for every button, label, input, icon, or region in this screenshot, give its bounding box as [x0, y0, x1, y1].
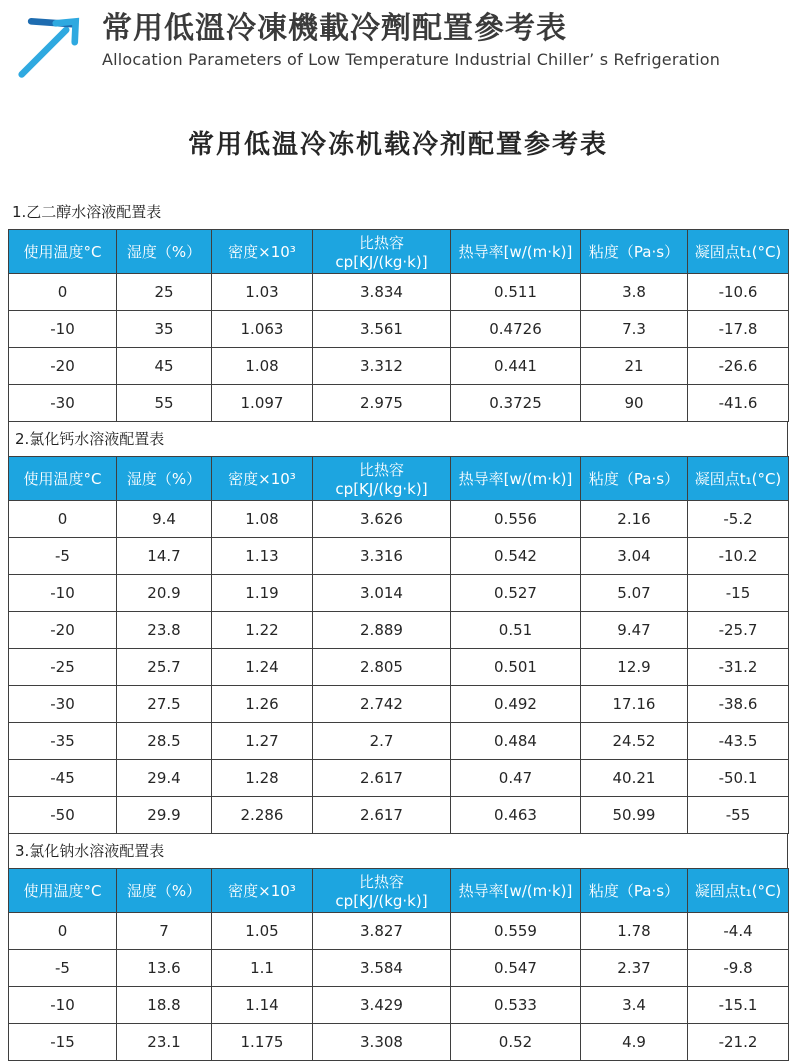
- table-cell: 3.312: [313, 348, 451, 385]
- table-cell: 3.834: [313, 274, 451, 311]
- section-label-calcium-chloride: 2.氯化钙水溶液配置表: [8, 422, 788, 456]
- table-cell: 1.28: [212, 760, 313, 797]
- table-cell: 23.8: [117, 612, 212, 649]
- table-cell: 1.175: [212, 1024, 313, 1061]
- table-header-row: [9, 869, 789, 913]
- table-row: [9, 649, 789, 686]
- table-cell: 0.463: [451, 797, 581, 834]
- column-header: 热导率[w/(m·k)]: [451, 457, 581, 501]
- table-row: [9, 612, 789, 649]
- table-cell: -20: [9, 348, 117, 385]
- table-row: [9, 797, 789, 834]
- table-cell: 3.316: [313, 538, 451, 575]
- column-header: 使用温度°C: [9, 230, 117, 274]
- table-cell: 0.527: [451, 575, 581, 612]
- table-cell: 25.7: [117, 649, 212, 686]
- table-row: [9, 723, 789, 760]
- table-cell: -10.6: [688, 274, 789, 311]
- column-header: 湿度（%）: [117, 230, 212, 274]
- table-cell: 0.492: [451, 686, 581, 723]
- column-header: 使用温度°C: [9, 457, 117, 501]
- table-cell: 1.1: [212, 950, 313, 987]
- table-cell: -4.4: [688, 913, 789, 950]
- table-cell: 1.03: [212, 274, 313, 311]
- table-row: [9, 913, 789, 950]
- page-title: 常用低温冷冻机载冷剂配置参考表: [187, 130, 608, 160]
- table-row: [9, 348, 789, 385]
- table-cell: 50.99: [581, 797, 688, 834]
- table-cell: 0.484: [451, 723, 581, 760]
- table-cell: 1.063: [212, 311, 313, 348]
- table-cell: 0: [9, 913, 117, 950]
- table-cell: -38.6: [688, 686, 789, 723]
- table-cell: 14.7: [117, 538, 212, 575]
- table-cell: -5: [9, 950, 117, 987]
- column-header: 比热容cp[KJ/(kg·k)]: [313, 869, 451, 913]
- table-cell: 2.7: [313, 723, 451, 760]
- table-cell: 0.47: [451, 760, 581, 797]
- table-cell: 0.556: [451, 501, 581, 538]
- table-cell: 1.08: [212, 501, 313, 538]
- table-cell: 2.286: [212, 797, 313, 834]
- table-calcium-chloride: [8, 456, 789, 834]
- table-cell: 5.07: [581, 575, 688, 612]
- table-cell: -35: [9, 723, 117, 760]
- table-cell: -30: [9, 385, 117, 422]
- table-cell: -25: [9, 649, 117, 686]
- table-cell: 0.547: [451, 950, 581, 987]
- table-cell: 29.4: [117, 760, 212, 797]
- table-cell: 0.441: [451, 348, 581, 385]
- table-row: [9, 538, 789, 575]
- table-cell: 3.4: [581, 987, 688, 1024]
- table-cell: -10: [9, 987, 117, 1024]
- table-cell: 3.827: [313, 913, 451, 950]
- table-cell: 3.584: [313, 950, 451, 987]
- table-cell: 1.097: [212, 385, 313, 422]
- table-cell: -15.1: [688, 987, 789, 1024]
- table-row: [9, 501, 789, 538]
- table-cell: 3.561: [313, 311, 451, 348]
- table-cell: 1.19: [212, 575, 313, 612]
- table-cell: 55: [117, 385, 212, 422]
- table-cell: -9.8: [688, 950, 789, 987]
- column-header: 凝固点t₁(°C): [688, 230, 789, 274]
- table-row: [9, 686, 789, 723]
- table-cell: 9.47: [581, 612, 688, 649]
- table-cell: 0.542: [451, 538, 581, 575]
- tables-area: [8, 195, 788, 1061]
- table-cell: 2.16: [581, 501, 688, 538]
- table-cell: 0: [9, 501, 117, 538]
- table-row: [9, 987, 789, 1024]
- table-cell: -50.1: [688, 760, 789, 797]
- table-cell: 1.26: [212, 686, 313, 723]
- column-header: 粘度（Pa·s）: [581, 230, 688, 274]
- table-cell: 2.37: [581, 950, 688, 987]
- table-header-row: [9, 230, 789, 274]
- page-header: [0, 0, 796, 82]
- table-cell: 3.8: [581, 274, 688, 311]
- column-header: 凝固点t₁(°C): [688, 457, 789, 501]
- section-label-sodium-chloride: 3.氯化钠水溶液配置表: [8, 834, 788, 868]
- table-cell: -43.5: [688, 723, 789, 760]
- table-cell: 35: [117, 311, 212, 348]
- table-cell: 90: [581, 385, 688, 422]
- table-row: [9, 760, 789, 797]
- table-cell: -45: [9, 760, 117, 797]
- column-header: 凝固点t₁(°C): [688, 869, 789, 913]
- table-cell: 3.429: [313, 987, 451, 1024]
- table-sodium-chloride: [8, 868, 789, 1061]
- column-header: 湿度（%）: [117, 457, 212, 501]
- column-header: 热导率[w/(m·k)]: [451, 869, 581, 913]
- table-cell: 0.501: [451, 649, 581, 686]
- brand-text: [102, 12, 720, 69]
- table-row: [9, 575, 789, 612]
- column-header: 粘度（Pa·s）: [581, 869, 688, 913]
- arrow-up-right-icon: [8, 10, 96, 82]
- table-cell: -25.7: [688, 612, 789, 649]
- table-cell: 20.9: [117, 575, 212, 612]
- brand-subtitle: Allocation Parameters of Low Temperature Industrial Chiller’ s Refrigeration: [102, 49, 721, 69]
- table-cell: 0.559: [451, 913, 581, 950]
- table-cell: 24.52: [581, 723, 688, 760]
- table-cell: 13.6: [117, 950, 212, 987]
- table-cell: 4.9: [581, 1024, 688, 1061]
- table-cell: 3.308: [313, 1024, 451, 1061]
- table-cell: 2.617: [313, 797, 451, 834]
- table-cell: -5: [9, 538, 117, 575]
- table-cell: 0.3725: [451, 385, 581, 422]
- column-header: 湿度（%）: [117, 869, 212, 913]
- table-cell: -20: [9, 612, 117, 649]
- table-cell: -50: [9, 797, 117, 834]
- table-cell: -26.6: [688, 348, 789, 385]
- column-header: 比热容cp[KJ/(kg·k)]: [313, 230, 451, 274]
- table-cell: 1.14: [212, 987, 313, 1024]
- table-cell: 7.3: [581, 311, 688, 348]
- table-cell: 9.4: [117, 501, 212, 538]
- table-cell: 0.533: [451, 987, 581, 1024]
- table-cell: -30: [9, 686, 117, 723]
- table-cell: 0.511: [451, 274, 581, 311]
- table-cell: -5.2: [688, 501, 789, 538]
- table-cell: 29.9: [117, 797, 212, 834]
- table-cell: 28.5: [117, 723, 212, 760]
- table-cell: 2.617: [313, 760, 451, 797]
- table-ethylene-glycol: [8, 229, 789, 422]
- table-cell: 18.8: [117, 987, 212, 1024]
- table-cell: 0.4726: [451, 311, 581, 348]
- table-cell: -10.2: [688, 538, 789, 575]
- table-cell: 1.22: [212, 612, 313, 649]
- table-cell: 12.9: [581, 649, 688, 686]
- column-header: 粘度（Pa·s）: [581, 457, 688, 501]
- table-cell: 3.014: [313, 575, 451, 612]
- table-cell: 27.5: [117, 686, 212, 723]
- table-row: [9, 385, 789, 422]
- table-cell: 2.975: [313, 385, 451, 422]
- table-cell: 3.626: [313, 501, 451, 538]
- table-cell: 2.889: [313, 612, 451, 649]
- table-cell: -10: [9, 311, 117, 348]
- column-header: 密度×10³: [212, 230, 313, 274]
- table-cell: 1.13: [212, 538, 313, 575]
- table-cell: 0.51: [451, 612, 581, 649]
- table-cell: -15: [9, 1024, 117, 1061]
- table-cell: 40.21: [581, 760, 688, 797]
- column-header: 使用温度°C: [9, 869, 117, 913]
- table-cell: -31.2: [688, 649, 789, 686]
- table-row: [9, 950, 789, 987]
- table-row: [9, 274, 789, 311]
- table-cell: 1.27: [212, 723, 313, 760]
- table-cell: -41.6: [688, 385, 789, 422]
- column-header: 热导率[w/(m·k)]: [451, 230, 581, 274]
- table-cell: 1.08: [212, 348, 313, 385]
- table-cell: -15: [688, 575, 789, 612]
- table-cell: 23.1: [117, 1024, 212, 1061]
- table-cell: 3.04: [581, 538, 688, 575]
- column-header: 密度×10³: [212, 457, 313, 501]
- table-cell: 17.16: [581, 686, 688, 723]
- table-cell: 45: [117, 348, 212, 385]
- column-header: 比热容cp[KJ/(kg·k)]: [313, 457, 451, 501]
- column-header: 密度×10³: [212, 869, 313, 913]
- table-cell: -17.8: [688, 311, 789, 348]
- table-cell: 7: [117, 913, 212, 950]
- table-row: [9, 1024, 789, 1061]
- table-cell: 25: [117, 274, 212, 311]
- table-cell: 0: [9, 274, 117, 311]
- table-cell: 2.742: [313, 686, 451, 723]
- table-cell: 2.805: [313, 649, 451, 686]
- table-header-row: [9, 457, 789, 501]
- table-cell: 1.24: [212, 649, 313, 686]
- table-cell: -10: [9, 575, 117, 612]
- brand-title: 常用低溫冷凍機載冷劑配置參考表: [102, 11, 567, 46]
- table-cell: 21: [581, 348, 688, 385]
- table-cell: 0.52: [451, 1024, 581, 1061]
- table-cell: -55: [688, 797, 789, 834]
- section-label-ethylene-glycol: 1.乙二醇水溶液配置表: [12, 203, 162, 221]
- table-cell: 1.78: [581, 913, 688, 950]
- table-cell: 1.05: [212, 913, 313, 950]
- table-row: [9, 311, 789, 348]
- table-cell: -21.2: [688, 1024, 789, 1061]
